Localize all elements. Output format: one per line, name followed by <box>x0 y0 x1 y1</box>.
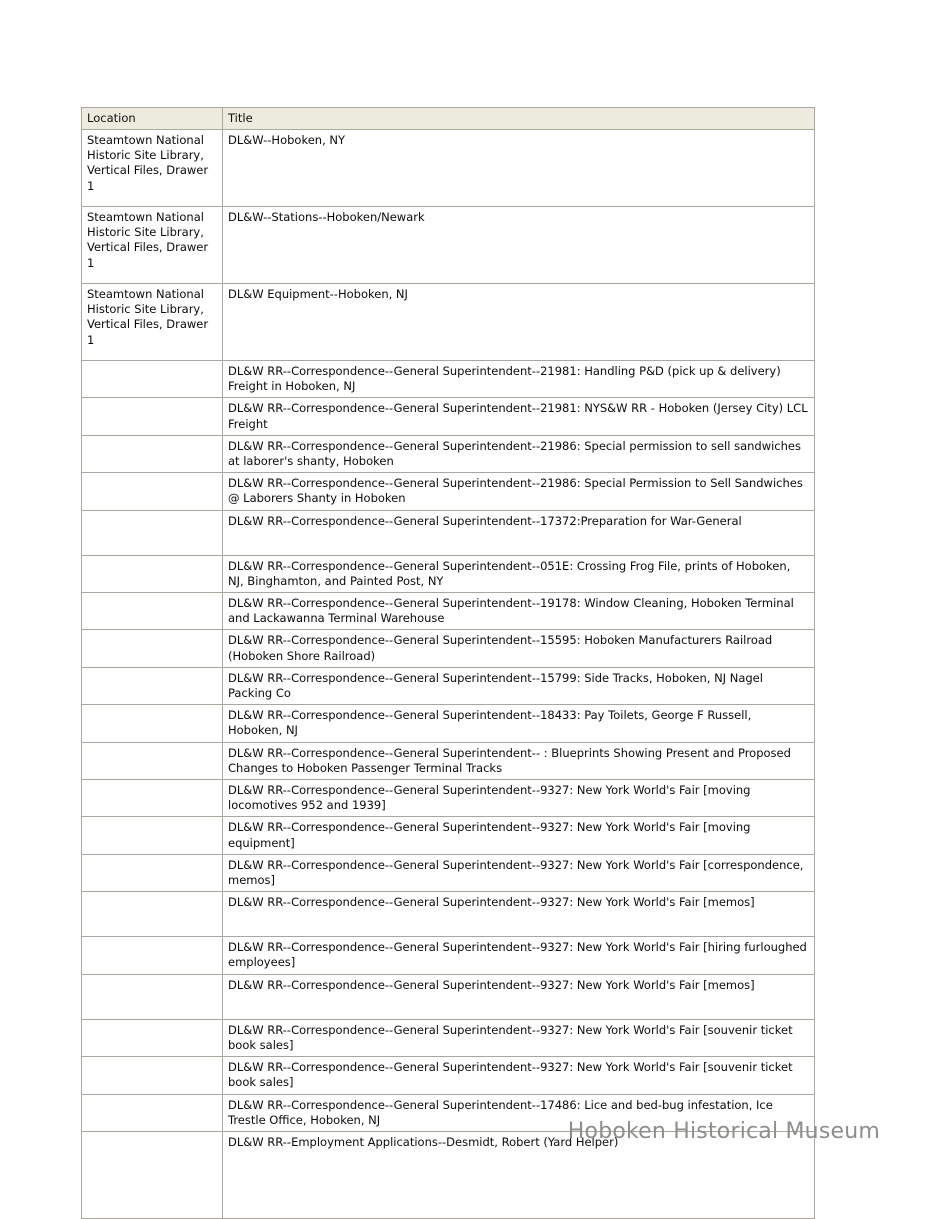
table-row[interactable] <box>82 892 815 937</box>
cell-location <box>82 974 223 1019</box>
cell-title: DL&W RR--Correspondence--General Superintendent--21986: Special permission to sell sandwiches at laborer's shanty, Hoboken <box>223 435 815 472</box>
cell-title: DL&W RR--Correspondence--General Superintendent--15595: Hoboken Manufacturers Railroad (Hoboken Shore Railroad) <box>223 630 815 667</box>
cell-location <box>82 593 223 630</box>
cell-location <box>82 937 223 974</box>
cell-location <box>82 630 223 667</box>
table-row[interactable] <box>82 667 815 704</box>
table-row[interactable] <box>82 593 815 630</box>
table-row[interactable] <box>82 361 815 398</box>
records-table-container <box>81 107 814 1219</box>
table-row[interactable] <box>82 207 815 284</box>
cell-location <box>82 1019 223 1056</box>
cell-title: DL&W RR--Correspondence--General Superintendent--9327: New York World's Fair [souvenir ticket book sales] <box>223 1057 815 1094</box>
cell-location <box>82 742 223 779</box>
table-row[interactable] <box>82 1019 815 1056</box>
table-row[interactable] <box>82 284 815 361</box>
cell-location <box>82 1057 223 1094</box>
cell-location <box>82 510 223 555</box>
column-header-title[interactable]: Title <box>223 108 815 130</box>
cell-title: DL&W RR--Correspondence--General Superintendent--9327: New York World's Fair [memos] <box>223 892 815 937</box>
records-table <box>81 107 815 1219</box>
cell-title: DL&W RR--Correspondence--General Superintendent--21981: NYS&W RR - Hoboken (Jersey City) LCL Freight <box>223 398 815 435</box>
cell-location <box>82 780 223 817</box>
cell-title: DL&W--Hoboken, NY <box>223 130 815 207</box>
table-row[interactable] <box>82 398 815 435</box>
cell-title: DL&W RR--Correspondence--General Superintendent--19178: Window Cleaning, Hoboken Terminal and Lackawanna Terminal Warehouse <box>223 593 815 630</box>
table-row[interactable] <box>82 974 815 1019</box>
table-row[interactable] <box>82 435 815 472</box>
cell-location <box>82 473 223 510</box>
cell-title: DL&W RR--Correspondence--General Superintendent--051E: Crossing Frog File, prints of Hoboken, NJ, Binghamton, and Painted Post, NY <box>223 555 815 592</box>
table-row[interactable] <box>82 937 815 974</box>
cell-location <box>82 667 223 704</box>
cell-location <box>82 705 223 742</box>
cell-title: DL&W RR--Correspondence--General Superintendent--9327: New York World's Fair [moving equipment] <box>223 817 815 854</box>
table-row[interactable] <box>82 555 815 592</box>
column-header-location[interactable]: Location <box>82 108 223 130</box>
table-row[interactable] <box>82 780 815 817</box>
table-row[interactable] <box>82 473 815 510</box>
cell-location <box>82 555 223 592</box>
table-row[interactable] <box>82 705 815 742</box>
table-row[interactable] <box>82 510 815 555</box>
cell-title: DL&W RR--Correspondence--General Superintendent--9327: New York World's Fair [moving locomotives 952 and 1939] <box>223 780 815 817</box>
cell-location <box>82 817 223 854</box>
cell-title: DL&W RR--Correspondence--General Superintendent--9327: New York World's Fair [correspondence, memos] <box>223 854 815 891</box>
table-row[interactable] <box>82 817 815 854</box>
cell-title: DL&W RR--Correspondence--General Superintendent--9327: New York World's Fair [souvenir ticket book sales] <box>223 1019 815 1056</box>
cell-title: DL&W Equipment--Hoboken, NJ <box>223 284 815 361</box>
table-row[interactable] <box>82 742 815 779</box>
cell-location: Steamtown National Historic Site Library, Vertical Files, Drawer 1 <box>82 284 223 361</box>
cell-title: DL&W RR--Correspondence--General Superintendent--18433: Pay Toilets, George F Russell, Hoboken, NJ <box>223 705 815 742</box>
table-row[interactable] <box>82 630 815 667</box>
table-header <box>82 108 815 130</box>
cell-title: DL&W RR--Correspondence--General Superintendent--21986: Special Permission to Sell Sandwiches @ Laborers Shanty in Hoboken <box>223 473 815 510</box>
cell-location: Steamtown National Historic Site Library, Vertical Files, Drawer 1 <box>82 130 223 207</box>
cell-title: DL&W RR--Employment Applications--Desmidt, Robert (Yard Helper) <box>223 1131 815 1218</box>
cell-title: DL&W RR--Correspondence--General Superintendent-- : Blueprints Showing Present and Proposed Changes to Hoboken Passenger Terminal Tracks <box>223 742 815 779</box>
table-row[interactable] <box>82 854 815 891</box>
cell-location <box>82 854 223 891</box>
cell-location <box>82 892 223 937</box>
footer-watermark: Hoboken Historical Museum <box>567 1119 880 1144</box>
table-row[interactable] <box>82 130 815 207</box>
cell-location <box>82 361 223 398</box>
cell-title: DL&W--Stations--Hoboken/Newark <box>223 207 815 284</box>
table-body <box>82 130 815 1219</box>
cell-title: DL&W RR--Correspondence--General Superintendent--9327: New York World's Fair [hiring furloughed employees] <box>223 937 815 974</box>
cell-title: DL&W RR--Correspondence--General Superintendent--15799: Side Tracks, Hoboken, NJ Nagel Packing Co <box>223 667 815 704</box>
cell-location: Steamtown National Historic Site Library, Vertical Files, Drawer 1 <box>82 207 223 284</box>
cell-location <box>82 435 223 472</box>
cell-title: DL&W RR--Correspondence--General Superintendent--21981: Handling P&D (pick up & delivery) Freight in Hoboken, NJ <box>223 361 815 398</box>
table-row[interactable] <box>82 1057 815 1094</box>
table-header-row <box>82 108 815 130</box>
cell-title: DL&W RR--Correspondence--General Superintendent--17372:Preparation for War-General <box>223 510 815 555</box>
cell-title: DL&W RR--Correspondence--General Superintendent--17486: Lice and bed-bug infestation, Ice Trestle Office, Hoboken, NJ <box>223 1094 815 1131</box>
cell-location <box>82 398 223 435</box>
cell-title: DL&W RR--Correspondence--General Superintendent--9327: New York World's Fair [memos] <box>223 974 815 1019</box>
